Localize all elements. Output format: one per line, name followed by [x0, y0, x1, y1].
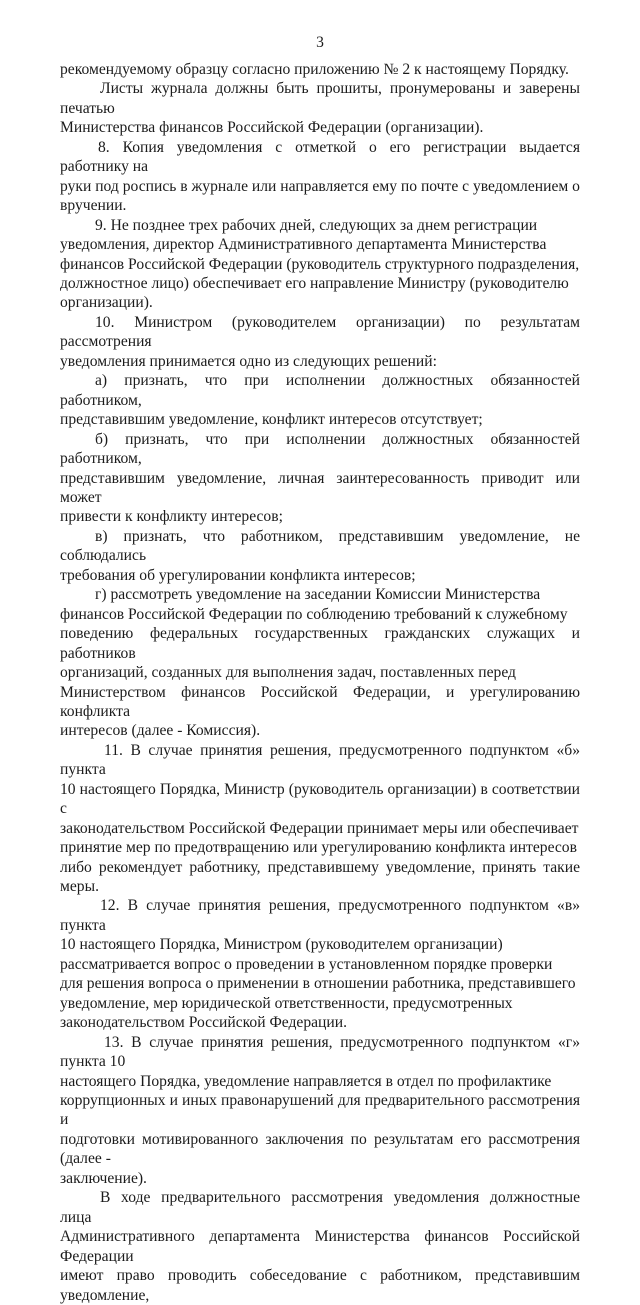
paragraph-item-13: 13. В случае принятия решения, предусмотренного подпунктом «г» пункта 10 настоящего Порядка, уведомление направляется в отдел по профилактике коррупционных и иных правонарушений для предварительного рассмотрения и подготовки мотивированного заключения по результатам его рассмотрения (далее - заключение).: [60, 1033, 580, 1187]
page-number: 3: [316, 34, 324, 51]
paragraph-subitem-v: в) признать, что работником, представившим уведомление, не соблюдались требования об урегулировании конфликта интересов;: [60, 527, 580, 584]
document-body: [60, 60, 580, 1305]
paragraph-journal-sheets: Листы журнала должны быть прошиты, пронумерованы и заверены печатью Министерства финансов Российской Федерации (организации).: [60, 80, 580, 137]
paragraph-preliminary-review: В ходе предварительного рассмотрения уведомления должностные лица Административного департамента Министерства финансов Российской Федерации имеют право проводить собеседование с работником, представившим уведомление,: [60, 1189, 580, 1304]
paragraph-item-8: 8. Копия уведомления с отметкой о его регистрации выдается работнику на руки под роспись в журнале или направляется ему по почте с уведомлением о вручении.: [60, 138, 580, 215]
paragraph-subitem-g: г) рассмотреть уведомление на заседании Комиссии Министерства финансов Российской Федерации по соблюдению требований к служебному поведению федеральных государственных гражданских служащих и работников организаций, созданных для выполнения задач, поставленных перед Министерством финансов Российской Федерации, и урегулированию конфликта интересов (далее - Комиссия).: [60, 586, 580, 740]
paragraph-item-12: 12. В случае принятия решения, предусмотренного подпунктом «в» пункта 10 настоящего Порядка, Министром (руководителем организации) рассматривается вопрос о проведении в установленном порядке проверки для решения вопроса о применении в отношении работника, представившего уведомление, мер юридической ответственности, предусмотренных законодательством Российской Федерации.: [60, 897, 580, 1032]
paragraph-subitem-a: а) признать, что при исполнении должностных обязанностей работником, представившим уведомление, конфликт интересов отсутствует;: [60, 372, 580, 429]
paragraph-subitem-b: б) признать, что при исполнении должностных обязанностей работником, представившим уведомление, личная заинтересованность приводит или может привести к конфликту интересов;: [60, 430, 580, 526]
paragraph-continuation: рекомендуемому образцу согласно приложению № 2 к настоящему Порядку.: [60, 61, 569, 78]
paragraph-item-10: 10. Министром (руководителем организации) по результатам рассмотрения уведомления принимается одно из следующих решений:: [60, 313, 580, 370]
paragraph-item-9: 9. Не позднее трех рабочих дней, следующих за днем регистрации уведомления, директор Административного департамента Министерства финансов Российской Федерации (руководитель структурного подразделения, должностное лицо) обеспечивает его направление Министру (руководителю организации).: [60, 216, 580, 312]
paragraph-item-11: 11. В случае принятия решения, предусмотренного подпунктом «б» пункта 10 настоящего Порядка, Министр (руководитель организации) в соответствии с законодательством Российской Федерации принимает меры или обеспечивает принятие мер по предотвращению или урегулированию конфликта интересов либо рекомендует работнику, представившему уведомление, принять такие меры.: [60, 741, 580, 896]
